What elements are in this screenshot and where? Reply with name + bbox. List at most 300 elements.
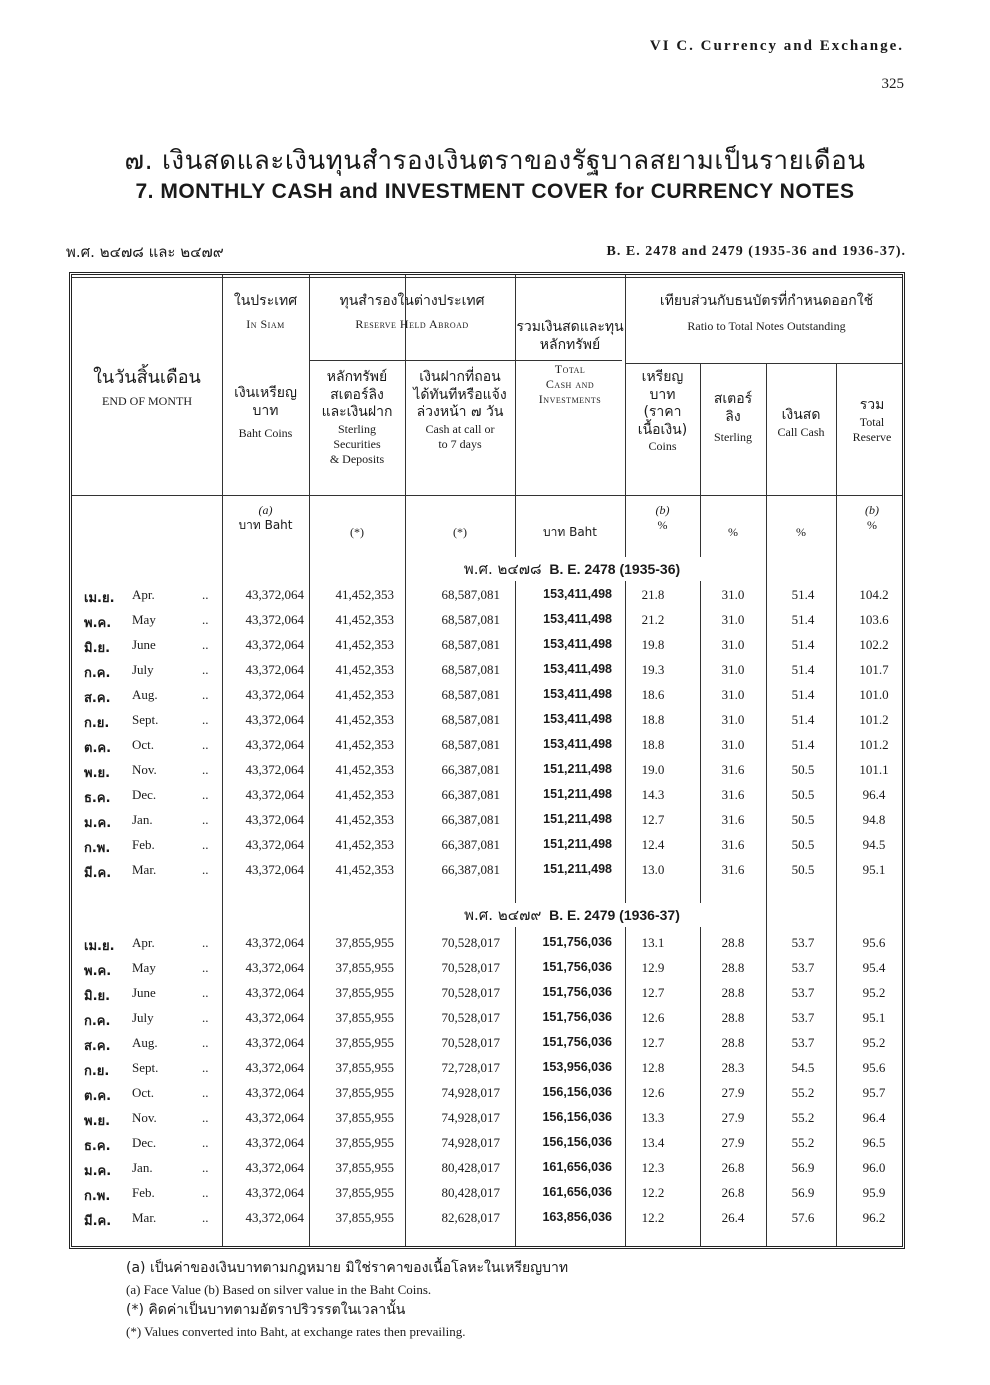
total-value: 161,656,036	[542, 1160, 612, 1174]
call-cash-ratio: 51.4	[791, 612, 815, 627]
month-english: May	[132, 612, 156, 627]
month-thai: ธ.ค.	[84, 1139, 111, 1154]
coins-ratio: 12.2	[641, 1210, 665, 1225]
sterling-value: 41,452,353	[335, 637, 394, 652]
month-english: Oct.	[132, 1085, 155, 1100]
leader-dots: ..	[202, 687, 209, 702]
total-reserve-ratio: 101.1	[859, 762, 889, 777]
call-cash-ratio: 50.5	[791, 812, 815, 827]
baht-coins-value: 43,372,064	[245, 1210, 304, 1225]
leader-dots: ..	[202, 1185, 209, 1200]
sterling-ratio: 31.0	[721, 737, 745, 752]
baht-coins-value: 43,372,064	[245, 862, 304, 877]
baht-coins-value: 43,372,064	[245, 1110, 304, 1125]
call-deposit-value: 66,387,081	[441, 837, 500, 852]
total-value: 153,411,498	[543, 637, 612, 651]
total-reserve-ratio: 95.6	[862, 1060, 886, 1075]
header-ratio: เทียบส่วนกับธนบัตรที่กำหนดออกใช้ Ratio to Total Notes Outstanding	[659, 293, 874, 333]
call-deposit-value: 68,587,081	[441, 637, 500, 652]
sterling-value: 41,452,353	[335, 812, 394, 827]
month-english: Apr.	[132, 587, 155, 602]
month-english: Sept.	[132, 1060, 159, 1075]
coins-ratio: 12.3	[641, 1160, 665, 1175]
call-cash-ratio: 53.7	[791, 1035, 815, 1050]
sterling-ratio: 26.8	[721, 1185, 745, 1200]
section-reference: VI C. Currency and Exchange.	[649, 38, 904, 54]
unit-total: บาท Baht	[543, 525, 597, 539]
sterling-value: 37,855,955	[335, 1010, 394, 1025]
table-row	[72, 608, 902, 633]
coins-ratio: 13.4	[641, 1135, 665, 1150]
month-thai: เม.ย.	[84, 939, 115, 954]
total-value: 151,211,498	[543, 837, 612, 851]
call-cash-ratio: 57.6	[791, 1210, 815, 1225]
month-thai: ก.ค.	[84, 666, 111, 681]
footnote-star-english: (*) Values converted into Baht, at exchange rates then prevailing.	[126, 1324, 466, 1339]
coins-ratio: 21.8	[641, 587, 665, 602]
month-english: Apr.	[132, 935, 155, 950]
coins-ratio: 13.0	[641, 862, 665, 877]
table-row	[72, 733, 902, 758]
call-deposit-value: 66,387,081	[441, 862, 500, 877]
total-value: 151,756,036	[542, 1010, 612, 1024]
sterling-ratio: 28.8	[721, 960, 745, 975]
total-reserve-ratio: 104.2	[859, 587, 889, 602]
total-reserve-ratio: 95.2	[862, 985, 886, 1000]
unit-sterling: (*)	[350, 525, 364, 539]
call-deposit-value: 74,928,017	[441, 1085, 500, 1100]
leader-dots: ..	[202, 1060, 209, 1075]
table-row	[72, 808, 902, 833]
baht-coins-value: 43,372,064	[245, 712, 304, 727]
month-thai: ก.พ.	[84, 1189, 111, 1204]
footnote-star-thai: (*) คิดค่าเป็นบาทตามอัตราปริวรรตในเวลานั้น	[126, 1302, 406, 1318]
title-english: 7. MONTHLY CASH and INVESTMENT COVER for CURRENCY NOTES	[135, 180, 855, 203]
call-deposit-value: 66,387,081	[441, 787, 500, 802]
total-value: 153,411,498	[543, 587, 612, 601]
sterling-value: 41,452,353	[335, 612, 394, 627]
coins-ratio: 12.9	[641, 960, 665, 975]
total-reserve-ratio: 95.9	[862, 1185, 886, 1200]
sterling-ratio: 31.6	[721, 812, 745, 827]
call-deposit-value: 80,428,017	[441, 1160, 500, 1175]
footnote-a-english: (a) Face Value (b) Based on silver value in the Baht Coins.	[126, 1282, 432, 1297]
call-deposit-value: 82,628,017	[441, 1210, 500, 1225]
coins-ratio: 13.1	[641, 935, 665, 950]
baht-coins-value: 43,372,064	[245, 837, 304, 852]
month-english: Nov.	[132, 762, 157, 777]
table-row	[72, 1156, 902, 1181]
coins-ratio: 12.8	[641, 1060, 665, 1075]
header-coins-ratio: เหรียญ บาท (ราคา เนื้อเงิน) Coins	[637, 369, 688, 453]
sterling-value: 41,452,353	[335, 837, 394, 852]
sterling-value: 37,855,955	[335, 1085, 394, 1100]
leader-dots: ..	[202, 662, 209, 677]
unit-call-ratio: %	[796, 525, 806, 539]
table-row	[72, 658, 902, 683]
sterling-value: 37,855,955	[335, 1060, 394, 1075]
leader-dots: ..	[202, 1160, 209, 1175]
table-row	[72, 633, 902, 658]
month-thai: พ.ย.	[84, 1114, 111, 1129]
unit-coins-ratio: (b) %	[655, 503, 670, 532]
month-english: May	[132, 960, 156, 975]
month-english: Feb.	[132, 837, 155, 852]
sterling-ratio: 28.3	[721, 1060, 745, 1075]
baht-coins-value: 43,372,064	[245, 662, 304, 677]
sterling-ratio: 31.6	[721, 787, 745, 802]
table-row	[72, 683, 902, 708]
coins-ratio: 12.4	[641, 837, 665, 852]
month-thai: มี.ค.	[84, 866, 112, 881]
call-deposit-value: 70,528,017	[441, 1035, 500, 1050]
page-number: 325	[881, 76, 904, 92]
total-value: 156,156,036	[542, 1110, 612, 1124]
call-deposit-value: 72,728,017	[441, 1060, 500, 1075]
month-thai: ก.ค.	[84, 1014, 111, 1029]
month-thai: พ.ค.	[84, 616, 112, 631]
total-value: 151,211,498	[543, 862, 612, 876]
table-row	[72, 833, 902, 858]
sterling-ratio: 26.8	[721, 1160, 745, 1175]
month-english: Mar.	[132, 1210, 157, 1225]
leader-dots: ..	[202, 612, 209, 627]
total-reserve-ratio: 96.2	[862, 1210, 886, 1225]
coins-ratio: 12.6	[641, 1085, 665, 1100]
call-cash-ratio: 54.5	[791, 1060, 815, 1075]
section-heading-2479: พ.ศ. ๒๔๗๙ B. E. 2479 (1936-37)	[432, 903, 712, 927]
table-row	[72, 1031, 902, 1056]
sterling-ratio: 31.0	[721, 587, 745, 602]
baht-coins-value: 43,372,064	[245, 985, 304, 1000]
month-english: Jan.	[132, 1160, 153, 1175]
total-value: 151,756,036	[542, 960, 612, 974]
sterling-value: 37,855,955	[335, 1035, 394, 1050]
title-thai: ๗. เงินสดและเงินทุนสำรองเงินตราของรัฐบาลสยามเป็นรายเดือน	[124, 146, 866, 176]
call-cash-ratio: 53.7	[791, 960, 815, 975]
month-english: Oct.	[132, 737, 155, 752]
baht-coins-value: 43,372,064	[245, 812, 304, 827]
unit-sterling-ratio: %	[728, 525, 738, 539]
baht-coins-value: 43,372,064	[245, 960, 304, 975]
baht-coins-value: 43,372,064	[245, 1085, 304, 1100]
year-range-english: B. E. 2478 and 2479 (1935-36 and 1936-37).	[606, 244, 906, 259]
month-thai: พ.ย.	[84, 766, 111, 781]
table-row	[72, 783, 902, 808]
baht-coins-value: 43,372,064	[245, 1035, 304, 1050]
leader-dots: ..	[202, 960, 209, 975]
total-value: 161,656,036	[542, 1185, 612, 1199]
call-cash-ratio: 55.2	[791, 1085, 815, 1100]
table-row	[72, 1106, 902, 1131]
call-cash-ratio: 55.2	[791, 1135, 815, 1150]
leader-dots: ..	[202, 935, 209, 950]
call-deposit-value: 68,587,081	[441, 587, 500, 602]
call-deposit-value: 68,587,081	[441, 662, 500, 677]
sterling-value: 41,452,353	[335, 687, 394, 702]
sterling-ratio: 27.9	[721, 1110, 745, 1125]
call-deposit-value: 70,528,017	[441, 985, 500, 1000]
call-cash-ratio: 50.5	[791, 862, 815, 877]
coins-ratio: 12.6	[641, 1010, 665, 1025]
month-thai: ก.ย.	[84, 716, 110, 731]
call-cash-ratio: 56.9	[791, 1160, 815, 1175]
sterling-value: 41,452,353	[335, 862, 394, 877]
sterling-value: 41,452,353	[335, 737, 394, 752]
leader-dots: ..	[202, 985, 209, 1000]
coins-ratio: 19.3	[641, 662, 665, 677]
sterling-ratio: 31.0	[721, 662, 745, 677]
baht-coins-value: 43,372,064	[245, 1010, 304, 1025]
call-cash-ratio: 51.4	[791, 662, 815, 677]
total-value: 151,211,498	[543, 762, 612, 776]
table-row	[72, 931, 902, 956]
month-thai: ส.ค.	[84, 691, 111, 706]
call-deposit-value: 68,587,081	[441, 687, 500, 702]
baht-coins-value: 43,372,064	[245, 612, 304, 627]
table-row	[72, 583, 902, 608]
leader-dots: ..	[202, 587, 209, 602]
footnote-a-thai: (a) เป็นค่าของเงินบาทตามกฎหมาย มิใช่ราคาของเนื้อโลหะในเหรียญบาท	[126, 1260, 569, 1276]
table-row	[72, 1006, 902, 1031]
sterling-ratio: 28.8	[721, 985, 745, 1000]
leader-dots: ..	[202, 837, 209, 852]
leader-dots: ..	[202, 787, 209, 802]
month-thai: ก.ย.	[84, 1064, 110, 1079]
total-value: 151,756,036	[542, 985, 612, 999]
call-cash-ratio: 51.4	[791, 587, 815, 602]
leader-dots: ..	[202, 737, 209, 752]
call-cash-ratio: 56.9	[791, 1185, 815, 1200]
sterling-value: 41,452,353	[335, 587, 394, 602]
total-value: 163,856,036	[542, 1210, 612, 1224]
month-thai: ต.ค.	[84, 741, 112, 756]
header-call-cash-ratio: เงินสด Call Cash	[777, 407, 825, 439]
total-reserve-ratio: 96.4	[862, 1110, 886, 1125]
total-value: 151,211,498	[543, 812, 612, 826]
call-cash-ratio: 55.2	[791, 1110, 815, 1125]
baht-coins-value: 43,372,064	[245, 1185, 304, 1200]
total-value: 153,411,498	[543, 662, 612, 676]
table-row	[72, 1081, 902, 1106]
sterling-value: 37,855,955	[335, 960, 394, 975]
baht-coins-value: 43,372,064	[245, 1160, 304, 1175]
month-thai: ต.ค.	[84, 1089, 112, 1104]
call-cash-ratio: 51.4	[791, 737, 815, 752]
leader-dots: ..	[202, 812, 209, 827]
call-cash-ratio: 53.7	[791, 935, 815, 950]
sterling-ratio: 31.0	[721, 612, 745, 627]
total-value: 153,411,498	[543, 712, 612, 726]
sterling-value: 41,452,353	[335, 662, 394, 677]
header-total: รวมเงินสดและทุนหลักทรัพย์ Total Cash and Investments	[516, 319, 624, 406]
call-deposit-value: 74,928,017	[441, 1135, 500, 1150]
row-divider	[72, 495, 902, 496]
table-row	[72, 1056, 902, 1081]
total-reserve-ratio: 95.1	[862, 862, 886, 877]
leader-dots: ..	[202, 1210, 209, 1225]
month-english: Sept.	[132, 712, 159, 727]
table-row	[72, 981, 902, 1006]
sterling-ratio: 27.9	[721, 1085, 745, 1100]
total-reserve-ratio: 95.1	[862, 1010, 886, 1025]
total-reserve-ratio: 95.6	[862, 935, 886, 950]
call-cash-ratio: 51.4	[791, 687, 815, 702]
call-cash-ratio: 51.4	[791, 712, 815, 727]
baht-coins-value: 43,372,064	[245, 737, 304, 752]
coins-ratio: 18.6	[641, 687, 665, 702]
leader-dots: ..	[202, 762, 209, 777]
month-thai: พ.ค.	[84, 964, 112, 979]
month-english: Dec.	[132, 1135, 157, 1150]
month-thai: ก.พ.	[84, 841, 111, 856]
total-value: 151,756,036	[542, 935, 612, 949]
coins-ratio: 12.7	[641, 1035, 665, 1050]
sterling-ratio: 31.0	[721, 687, 745, 702]
sterling-ratio: 31.0	[721, 712, 745, 727]
sterling-value: 37,855,955	[335, 1185, 394, 1200]
month-english: June	[132, 985, 156, 1000]
total-reserve-ratio: 96.0	[862, 1160, 886, 1175]
month-thai: มี.ค.	[84, 1214, 112, 1229]
month-english: July	[132, 662, 154, 677]
baht-coins-value: 43,372,064	[245, 1135, 304, 1150]
total-reserve-ratio: 101.2	[859, 712, 889, 727]
month-english: June	[132, 637, 156, 652]
baht-coins-value: 43,372,064	[245, 637, 304, 652]
total-reserve-ratio: 102.2	[859, 637, 889, 652]
sterling-ratio: 28.8	[721, 1035, 745, 1050]
month-english: Aug.	[132, 687, 158, 702]
table-row	[72, 956, 902, 981]
coins-ratio: 12.7	[641, 812, 665, 827]
leader-dots: ..	[202, 862, 209, 877]
sterling-value: 37,855,955	[335, 1110, 394, 1125]
sterling-ratio: 31.6	[721, 837, 745, 852]
header-sterling-ratio: สเตอร์ ลิง Sterling	[713, 391, 753, 444]
call-deposit-value: 74,928,017	[441, 1110, 500, 1125]
total-value: 153,411,498	[543, 612, 612, 626]
header-reserve-abroad: ทุนสำรองในต่างประเทศ Reserve Held Abroad	[339, 293, 485, 331]
month-thai: ธ.ค.	[84, 791, 111, 806]
row-divider	[625, 363, 902, 364]
sterling-value: 37,855,955	[335, 935, 394, 950]
sterling-ratio: 31.0	[721, 637, 745, 652]
sterling-value: 41,452,353	[335, 762, 394, 777]
coins-ratio: 12.7	[641, 985, 665, 1000]
call-deposit-value: 66,387,081	[441, 762, 500, 777]
sterling-ratio: 27.9	[721, 1135, 745, 1150]
leader-dots: ..	[202, 1010, 209, 1025]
month-thai: เม.ย.	[84, 591, 115, 606]
sterling-value: 37,855,955	[335, 985, 394, 1000]
leader-dots: ..	[202, 637, 209, 652]
sterling-value: 37,855,955	[335, 1160, 394, 1175]
table-row	[72, 1206, 902, 1231]
coins-ratio: 14.3	[641, 787, 665, 802]
header-month: ในวันสิ้นเดือน END OF MONTH	[93, 367, 201, 408]
baht-coins-value: 43,372,064	[245, 935, 304, 950]
call-cash-ratio: 50.5	[791, 787, 815, 802]
month-english: July	[132, 1010, 154, 1025]
sterling-value: 37,855,955	[335, 1210, 394, 1225]
coins-ratio: 18.8	[641, 712, 665, 727]
coins-ratio: 18.8	[641, 737, 665, 752]
month-english: Mar.	[132, 862, 157, 877]
call-deposit-value: 68,587,081	[441, 737, 500, 752]
call-deposit-value: 68,587,081	[441, 612, 500, 627]
call-cash-ratio: 50.5	[791, 837, 815, 852]
leader-dots: ..	[202, 1085, 209, 1100]
row-divider	[72, 277, 902, 278]
total-value: 156,156,036	[542, 1135, 612, 1149]
leader-dots: ..	[202, 712, 209, 727]
baht-coins-value: 43,372,064	[245, 587, 304, 602]
cover-table	[69, 272, 905, 1249]
leader-dots: ..	[202, 1110, 209, 1125]
call-deposit-value: 70,528,017	[441, 935, 500, 950]
table-row	[72, 1181, 902, 1206]
total-reserve-ratio: 95.2	[862, 1035, 886, 1050]
total-reserve-ratio: 95.7	[862, 1085, 886, 1100]
total-value: 151,756,036	[542, 1035, 612, 1049]
call-cash-ratio: 50.5	[791, 762, 815, 777]
call-deposit-value: 66,387,081	[441, 812, 500, 827]
total-reserve-ratio: 96.5	[862, 1135, 886, 1150]
sterling-value: 41,452,353	[335, 712, 394, 727]
unit-call: (*)	[453, 525, 467, 539]
year-range-thai: พ.ศ. ๒๔๗๘ และ ๒๔๗๙	[66, 243, 224, 261]
sterling-value: 41,452,353	[335, 787, 394, 802]
table-row	[72, 758, 902, 783]
call-deposit-value: 80,428,017	[441, 1185, 500, 1200]
month-thai: ม.ค.	[84, 1164, 112, 1179]
header-cash-at-call: เงินฝากที่ถอน ได้ทันทีหรือแจ้ง ล่วงหน้า ๗ วัน Cash at call or to 7 days	[413, 369, 507, 451]
table-row	[72, 858, 902, 883]
baht-coins-value: 43,372,064	[245, 687, 304, 702]
total-value: 153,411,498	[543, 687, 612, 701]
call-cash-ratio: 53.7	[791, 1010, 815, 1025]
coins-ratio: 12.2	[641, 1185, 665, 1200]
header-baht-coins: เงินเหรียญ บาท Baht Coins	[234, 385, 297, 440]
month-thai: ม.ค.	[84, 816, 112, 831]
total-reserve-ratio: 94.8	[862, 812, 886, 827]
table-row	[72, 708, 902, 733]
call-cash-ratio: 53.7	[791, 985, 815, 1000]
call-deposit-value: 70,528,017	[441, 960, 500, 975]
header-sterling-securities: หลักทรัพย์ สเตอร์ลิง และเงินฝาก Sterling Securities & Deposits	[321, 369, 393, 466]
coins-ratio: 19.8	[641, 637, 665, 652]
section-heading-2478: พ.ศ. ๒๔๗๘ B. E. 2478 (1935-36)	[432, 557, 712, 581]
month-english: Jan.	[132, 812, 153, 827]
call-deposit-value: 70,528,017	[441, 1010, 500, 1025]
call-deposit-value: 68,587,081	[441, 712, 500, 727]
sterling-value: 37,855,955	[335, 1135, 394, 1150]
sterling-ratio: 31.6	[721, 762, 745, 777]
month-english: Dec.	[132, 787, 157, 802]
month-english: Feb.	[132, 1185, 155, 1200]
total-reserve-ratio: 96.4	[862, 787, 886, 802]
total-reserve-ratio: 101.0	[859, 687, 889, 702]
month-thai: มิ.ย.	[84, 641, 111, 656]
footnotes	[126, 1258, 568, 1342]
baht-coins-value: 43,372,064	[245, 1060, 304, 1075]
table-row	[72, 1131, 902, 1156]
coins-ratio: 21.2	[641, 612, 665, 627]
coins-ratio: 13.3	[641, 1110, 665, 1125]
month-thai: มิ.ย.	[84, 989, 111, 1004]
header-total-reserve: รวม Total Reserve	[852, 397, 892, 444]
